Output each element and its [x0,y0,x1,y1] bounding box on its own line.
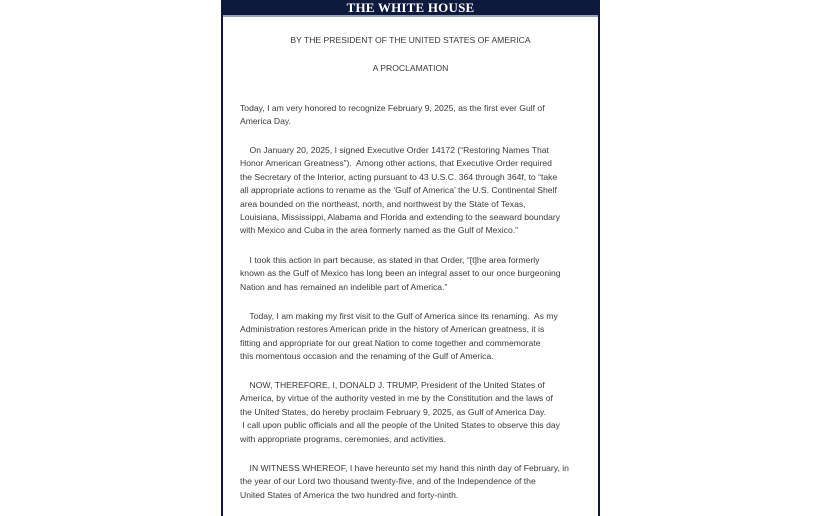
paragraph-line: Administration restores American pride in the history of American greatness, it is [240,324,545,335]
paragraph-line: the year of our Lord two thousand twenty-five, and of the Independence of the [240,476,536,487]
paragraph-line: America, by virtue of the authority vested in me by the Constitution and the laws of [240,393,553,404]
paragraph-line: Honor American Greatness”). Among other actions, that Executive Order required [240,158,552,169]
document-heading: BY THE PRESIDENT OF THE UNITED STATES OF AMERICA [290,35,531,45]
paragraph-line: area bounded on the northeast, north, and northwest by the State of Texas, [240,198,526,209]
paragraph-line: known as the Gulf of Mexico has long been an integral asset to our once burgeoning [240,268,561,279]
paragraph-line: the United States, do hereby proclaim February 9, 2025, as Gulf of America Day. [240,406,547,417]
paragraph-1 [240,102,586,129]
proclamation-page [221,0,600,516]
paragraph-line: Today, I am very honored to recognize February 9, 2025, as the first ever Gulf of [240,103,545,113]
paragraph-line: with appropriate programs, ceremonies, and activities. [240,433,446,444]
paragraph-line: United States of America the two hundred and forty-ninth. [240,489,459,500]
masthead-title: THE WHITE HOUSE [346,0,475,15]
paragraph-2 [240,144,586,238]
paragraph-6 [240,462,586,502]
paragraph-line: fitting and appropriate for our great Nation to come together and commemorate [240,337,541,348]
paragraph-line: with Mexico and Cuba in the area formerly named as the Gulf of Mexico.” [240,225,518,236]
paragraph-line: all appropriate actions to rename as the ‘Gulf of America’ the U.S. Continental Shelf [240,185,557,196]
paragraph-5 [240,379,586,446]
paragraph-line: this momentous occasion and the renaming of the Gulf of America. [240,351,494,362]
paragraph-line: Nation and has remained an indelible part of America.” [240,281,448,292]
paragraph-line: On January 20, 2025, I signed Executive Order 14172 (“Restoring Names That [240,145,549,155]
paragraph-line: NOW, THEREFORE, I, DONALD J. TRUMP, President of the United States of [240,380,545,390]
paragraph-line: Louisiana, Mississippi, Alabama and Florida and extending to the seaward boundary [240,212,561,223]
paragraph-line: I call upon public officials and all the people of the United States to observe this day [240,420,560,431]
paragraph-line: I took this action in part because, as stated in that Order, “[t]he area formerly [240,255,540,265]
paragraph-line: Today, I am making my first visit to the Gulf of America since its renaming. As my [240,311,558,321]
masthead [223,0,598,17]
paragraph-line: IN WITNESS WHEREOF, I have hereunto set my hand this ninth day of February, in [240,463,569,473]
document-subheading: A PROCLAMATION [372,63,449,73]
paragraph-line: America Day. [240,116,291,127]
paragraph-3 [240,254,586,294]
paragraph-4 [240,310,586,364]
paragraph-line: the Secretary of the Interior, acting pursuant to 43 U.S.C. 364 through 364f, to “take [240,171,558,182]
